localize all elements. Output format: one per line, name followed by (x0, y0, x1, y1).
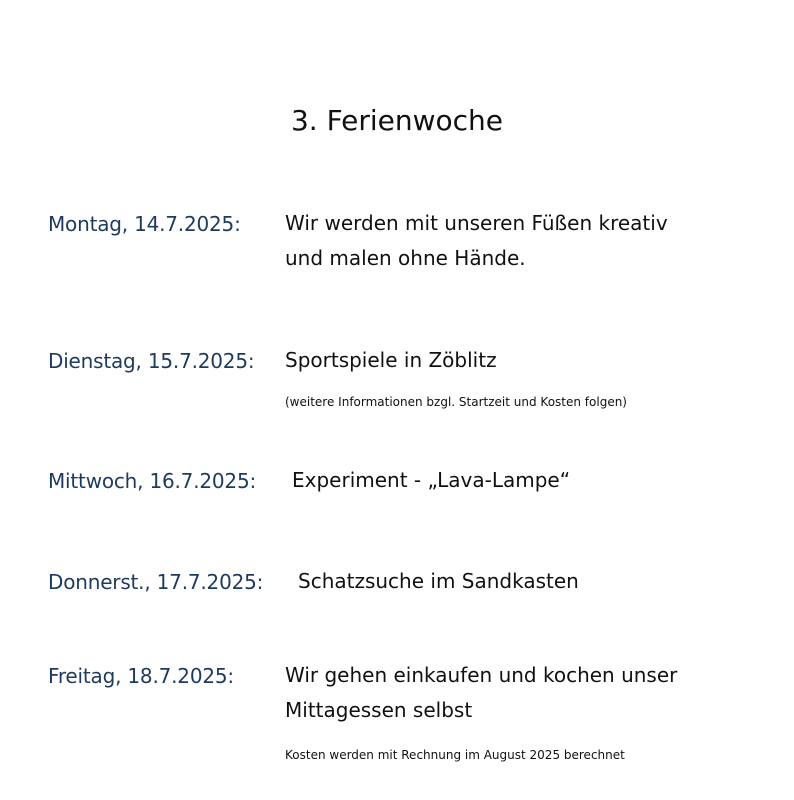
activity-line: Wir gehen einkaufen und kochen unser (285, 663, 678, 687)
activity-text (285, 206, 765, 276)
activity-line: und malen ohne Hände. (285, 246, 526, 270)
activity-line: Mittagessen selbst (285, 698, 473, 722)
activity-text (285, 658, 765, 728)
activity-note: (weitere Informationen bzgl. Startzeit und Kosten folgen) (285, 395, 627, 409)
activity-line: Wir werden mit unseren Füßen kreativ (285, 211, 668, 235)
activity-text (298, 564, 758, 599)
day-label: Freitag, 18.7.2025: (48, 664, 234, 688)
day-label: Montag, 14.7.2025: (48, 212, 241, 236)
activity-line: Experiment - „Lava-Lampe“ (292, 468, 571, 492)
activity-text (285, 343, 765, 378)
day-label: Donnerst., 17.7.2025: (48, 570, 264, 594)
day-label: Dienstag, 15.7.2025: (48, 349, 255, 373)
page-title: 3. Ferienwoche (290, 104, 504, 137)
activity-line: Schatzsuche im Sandkasten (298, 569, 579, 593)
activity-note: Kosten werden mit Rechnung im August 2025 berechnet (285, 748, 625, 762)
activity-line: Sportspiele in Zöblitz (285, 348, 497, 372)
activity-text (292, 463, 752, 498)
day-label: Mittwoch, 16.7.2025: (48, 469, 257, 493)
